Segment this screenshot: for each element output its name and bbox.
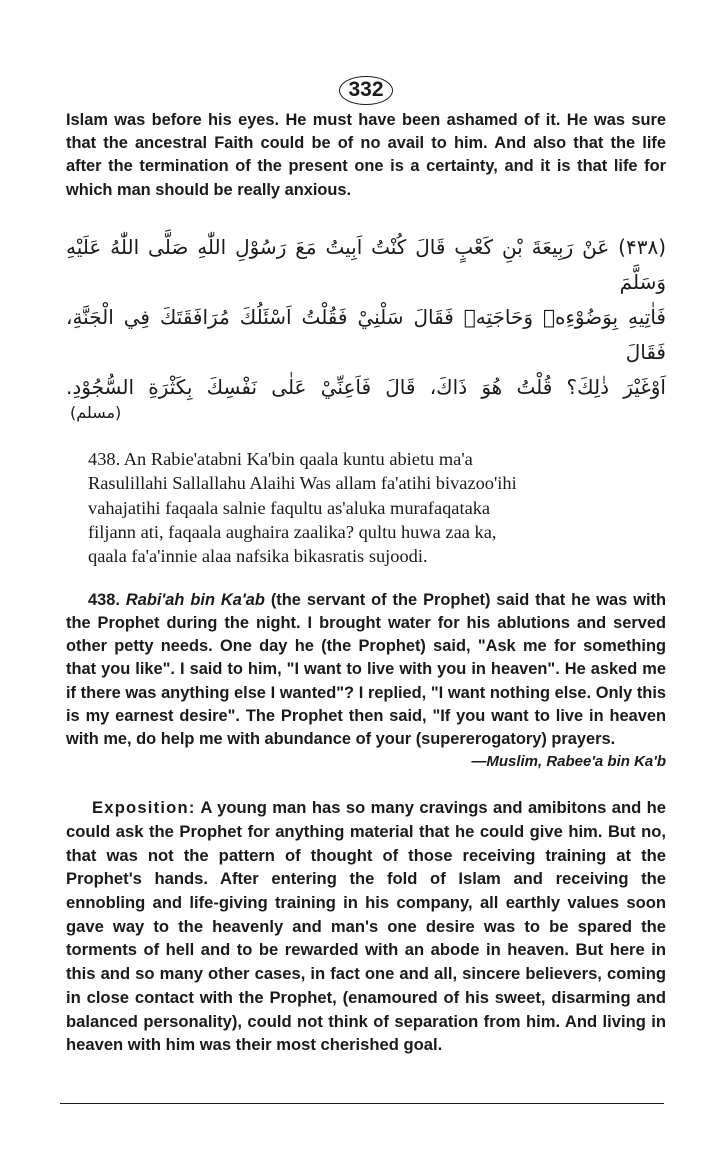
arabic-line: فَاٰتِيهِ بِوَضُوْءِهٖ وَحَاجَتِهٖ فَقَالَ سَلْنِيْ فَقُلْتُ اَسْئَلُكَ مُرَافَقَتَكَ فِي الْجَنَّةِ، فَقَالَ: [66, 304, 666, 364]
transliteration-line: vahajatihi faqaala salnie faqultu as'aluka murafaqataka: [88, 497, 491, 518]
exposition-paragraph: [66, 796, 666, 1057]
book-page: [66, 76, 666, 1057]
arabic-source-reference: (مسلم): [70, 402, 122, 422]
hadith-translation: [66, 589, 666, 773]
transliteration-line: 438. An Rabie'atabni Ka'bin qaala kuntu abietu ma'a: [88, 448, 473, 469]
transliteration-line: Rasulillahi Sallallahu Alaihi Was allam fa'atihi bivazoo'ihi: [88, 473, 517, 494]
arabic-line: (۴۳۸) عَنْ رَبِيعَةَ بْنِ كَعْبٍ قَالَ كُنْتُ اَبِيتُ مَعَ رَسُوْلِ اللّٰهِ صَلَّى اللّٰهُ عَلَيْهِ وَسَلَّمَ: [66, 234, 666, 294]
page-number: [66, 76, 666, 105]
bottom-rule: [60, 1103, 664, 1104]
narrator-name: Rabi'ah bin Ka'ab: [125, 590, 265, 609]
translation-paragraph: [66, 589, 666, 751]
exposition-label: Exposition:: [92, 798, 196, 818]
transliteration-line: qaala fa'a'innie alaa nafsika bikasratis sujoodi.: [88, 546, 428, 567]
arabic-line: اَوْغَيْرَ ذٰلِكَ؟ قُلْتُ هُوَ ذَاكَ، قَالَ فَاَعِنِّيْ عَلٰى نَفْسِكَ بِكَثْرَةِ السُّجُوْدِ.: [66, 374, 666, 399]
translation-body: (the servant of the Prophet) said that he was with the Prophet during the night. I brought water for his ablutions and served other petty needs. One day he (the Prophet) said, "Ask me for something that you like". I said to him, "I want to live with you in heaven". He asked me if there was anything else I wanted"? I replied, "I want nothing else. Only this is my earnest desire". The Prophet then said, "If you want to live in heaven with me, do help me with abundance of your (supererogatory) prayers.: [66, 590, 666, 749]
hadith-source: —Muslim, Rabee'a bin Ka'b: [471, 753, 666, 771]
hadith-arabic-text: [66, 230, 666, 405]
translation-number: 438.: [88, 590, 120, 609]
page-number-circle: 332: [339, 76, 392, 105]
intro-paragraph: Islam was before his eyes. He must have been ashamed of it. He was sure that the ancestral Faith could be of no avail to him. And also that the life after the termination of the present one is a certainty, and it is that life for which man should be really anxious.: [66, 111, 666, 199]
transliteration-line: filjann ati, faqaala aughaira zaalika? qultu huwa zaa ka,: [88, 522, 497, 543]
exposition-body: A young man has so many cravings and amibitons and he could ask the Prophet for anything material that he could give him. But no, that was not the pattern of thought of those receiving training at the Prophet's hands. After entering the fold of Islam and receiving the ennobling and life-giving training in his company, all earthly values soon gave way to the heavenly and man's one desire was to be spared the torments of hell and to be rewarded with an abode in heaven. But here in this and so many other cases, in fact one and all, sincere believers, coming in close contact with the Prophet, (enamoured of his sweet, disarming and balanced personality), could not think of separation from him. And living in heaven with him was their most cherished goal.: [66, 798, 666, 1055]
hadith-transliteration: [66, 447, 666, 569]
